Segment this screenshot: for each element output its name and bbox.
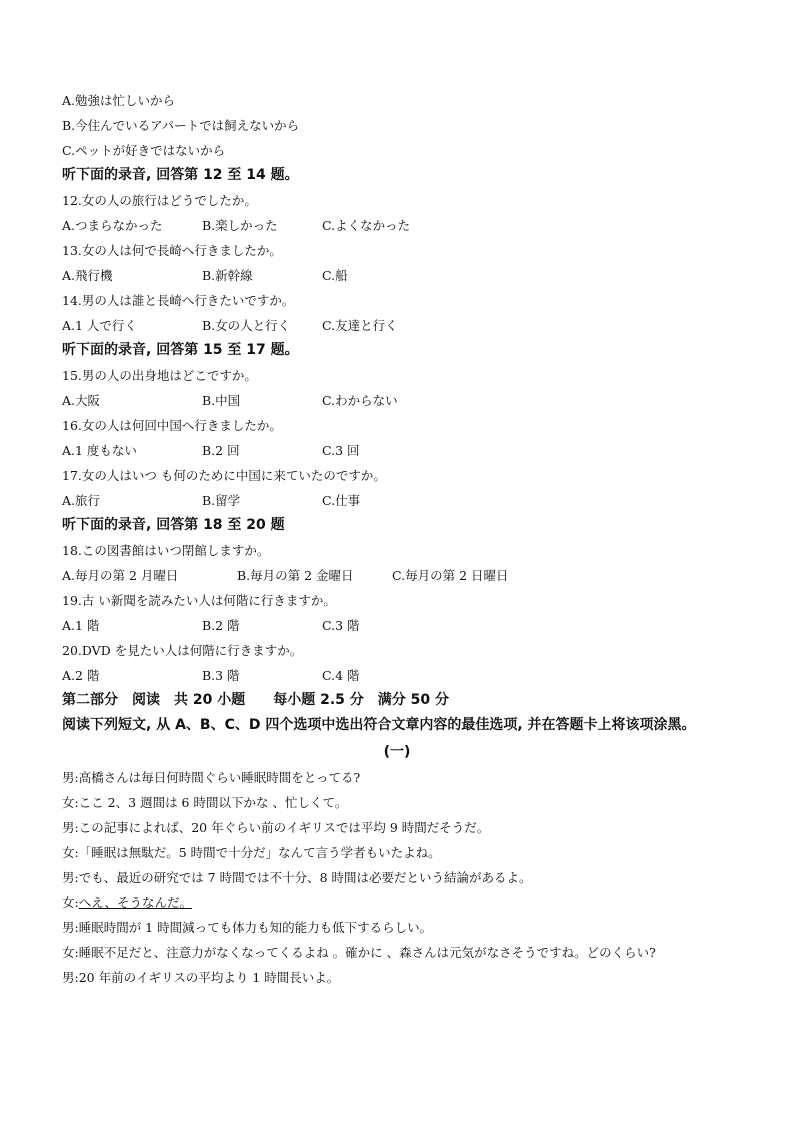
- section-heading-15-17: 听下面的录音, 回答第 15 至 17 题。: [62, 342, 299, 358]
- q12-option-c: C.よくなかった: [322, 218, 411, 233]
- q15-question: 15.男の人の出身地はどこですか。: [62, 368, 257, 383]
- q11-option-c: C.ペットが好きではないから: [62, 143, 226, 158]
- q16-option-b: B.2 回: [202, 443, 240, 458]
- q13-option-b: B.新幹線: [202, 268, 253, 283]
- q12-option-b: B.楽しかった: [202, 218, 278, 233]
- part2-instruction: 阅读下列短文, 从 A、B、C、D 四个选项中选出符合文章内容的最佳选项, 并在答题卡上将该项涂黑。: [62, 717, 696, 733]
- q16-option-a: A.1 度もない: [62, 443, 137, 458]
- q15-option-b: B.中国: [202, 393, 241, 408]
- q14-option-a: A.1 人で行く: [62, 318, 137, 333]
- dialogue-line-1: 男:高橋さんは毎日何時間ぐらい睡眠時間をとってる?: [62, 770, 361, 785]
- q20-options: [62, 663, 732, 688]
- q19-option-c: C.3 階: [322, 618, 360, 633]
- section-heading-18-20: 听下面的录音, 回答第 18 至 20 题: [62, 517, 285, 533]
- underlined-phrase: へえ、そうなんだ。: [78, 895, 192, 910]
- dialogue-line-2: 女:ここ 2、3 週間は 6 時間以下かな 、忙しくて。: [62, 795, 348, 810]
- q13-question: 13.女の人は何で長崎へ行きましたか。: [62, 243, 282, 258]
- q19-option-b: B.2 階: [202, 618, 240, 633]
- q15-option-a: A.大阪: [62, 393, 101, 408]
- q12-option-a: A.つまらなかった: [62, 218, 163, 233]
- q18-option-a: A.毎月の第 2 月曜日: [62, 568, 179, 583]
- dialogue-line-3: 男:この記事によれば、20 年ぐらい前のイギリスでは平均 9 時間だそうだ。: [62, 820, 490, 835]
- section-heading-12-14: 听下面的录音, 回答第 12 至 14 题。: [62, 167, 299, 183]
- q14-options: [62, 313, 732, 338]
- q19-option-a: A.1 階: [62, 618, 100, 633]
- q15-option-c: C.わからない: [322, 393, 398, 408]
- exam-page: [62, 88, 732, 990]
- dialogue-speaker: 女:: [62, 895, 79, 910]
- q20-option-c: C.4 階: [322, 668, 360, 683]
- q20-question: 20.DVD を見たい人は何階に行きますか。: [62, 643, 303, 658]
- dialogue-line-5: 男:でも、最近の研究では 7 時間では不十分、8 時間は必要だという結論があるよ。: [62, 870, 532, 885]
- q14-option-c: C.友達と行く: [322, 318, 398, 333]
- q16-options: [62, 438, 732, 463]
- dialogue-line-9: 男:20 年前のイギリスの平均より 1 時間長いよ。: [62, 970, 340, 985]
- q17-option-a: A.旅行: [62, 493, 101, 508]
- q17-option-b: B.留学: [202, 493, 241, 508]
- q15-options: [62, 388, 732, 413]
- q17-option-c: C.仕事: [322, 493, 361, 508]
- q18-option-b: B.毎月の第 2 金曜日: [237, 568, 354, 583]
- q14-question: 14.男の人は誰と長崎へ行きたいですか。: [62, 293, 295, 308]
- passage-number: (一): [383, 744, 411, 760]
- q12-options: [62, 213, 732, 238]
- q16-question: 16.女の人は何回中国へ行きましたか。: [62, 418, 282, 433]
- part2-title: 第二部分 阅读 共 20 小题 每小题 2.5 分 满分 50 分: [62, 692, 450, 708]
- q18-options: [62, 563, 732, 588]
- q19-options: [62, 613, 732, 638]
- q13-option-c: C.船: [322, 268, 348, 283]
- q18-option-c: C.毎月の第 2 日曜日: [392, 568, 509, 583]
- q11-option-a: A.勉強は忙しいから: [62, 93, 176, 108]
- q11-option-b: B.今住んでいるアパートでは飼えないから: [62, 118, 300, 133]
- q13-option-a: A.飛行機: [62, 268, 113, 283]
- dialogue-line-6: [62, 890, 732, 915]
- dialogue-line-8: 女:睡眠不足だと、注意力がなくなってくるよね 。確かに 、森さんは元気がなさそうですね。どのくらい?: [62, 945, 656, 960]
- q18-question: 18.この図書館はいつ閉館しますか。: [62, 543, 270, 558]
- q14-option-b: B.女の人と行く: [202, 318, 291, 333]
- q12-question: 12.女の人の旅行はどうでしたか。: [62, 193, 257, 208]
- q16-option-c: C.3 回: [322, 443, 360, 458]
- q13-options: [62, 263, 732, 288]
- q19-question: 19.古 い新聞を読みたい人は何階に行きますか。: [62, 593, 336, 608]
- q17-question: 17.女の人はいつ も何のために中国に来ていたのですか。: [62, 468, 386, 483]
- q20-option-a: A.2 階: [62, 668, 100, 683]
- q17-options: [62, 488, 732, 513]
- q20-option-b: B.3 階: [202, 668, 240, 683]
- dialogue-line-4: 女:「睡眠は無駄だ。5 時間で十分だ」なんて言う学者もいたよね。: [62, 845, 441, 860]
- dialogue-line-7: 男:睡眠時間が 1 時間減っても体力も知的能力も低下するらしい。: [62, 920, 433, 935]
